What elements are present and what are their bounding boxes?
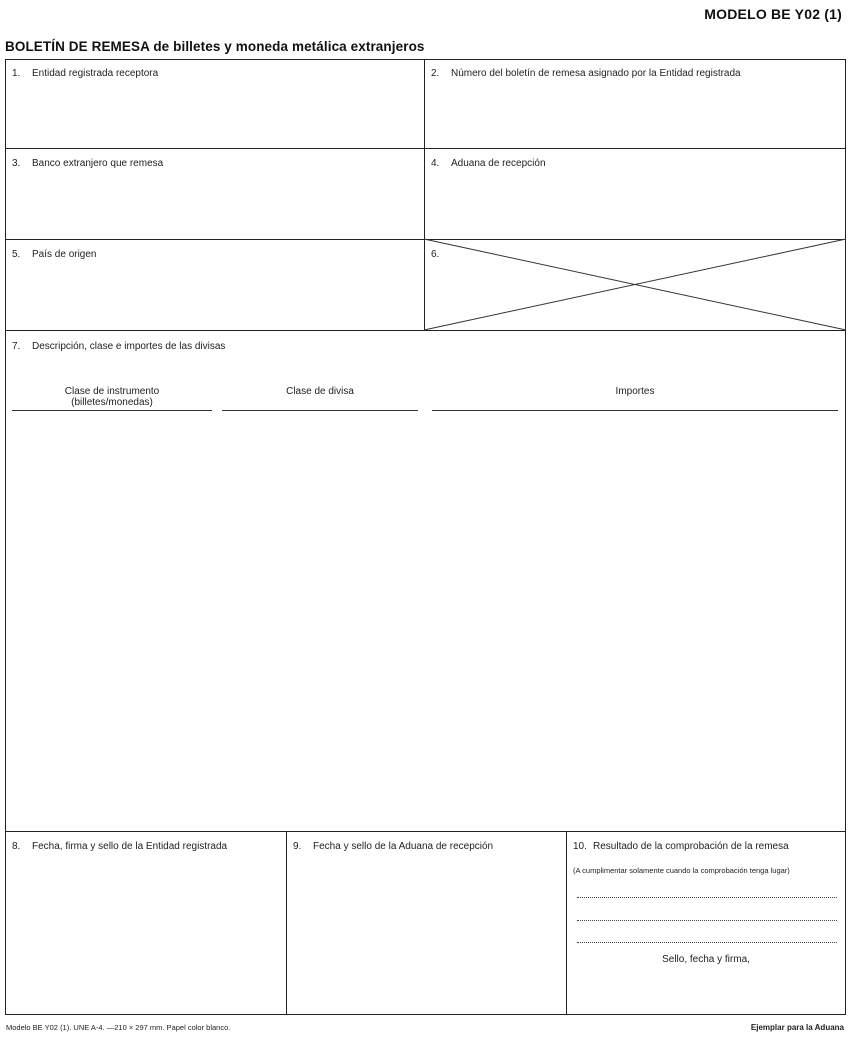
field-5-pais-origen (12, 249, 97, 260)
field-1-number: 1. (12, 68, 21, 79)
field-10-label: Resultado de la comprobación de la remesa (593, 841, 789, 852)
field-8-fecha-firma-entidad (12, 841, 227, 852)
field-4-label: Aduana de recepción (451, 158, 546, 169)
field-3-label: Banco extranjero que remesa (32, 158, 164, 169)
field-9-fecha-sello-aduana (293, 841, 493, 852)
column-header-clase-divisa-line1: Clase de divisa (286, 386, 354, 397)
field-7-table-body[interactable] (10, 414, 840, 826)
col-divider-bottom-2 (566, 831, 567, 1015)
field-3-banco-extranjero (12, 158, 163, 169)
field-7-label: Descripción, clase e importes de las divisas (32, 341, 226, 352)
field-10-note: (A cumplimentar solamente cuando la comprobación tenga lugar) (573, 866, 790, 875)
field-8-number: 8. (12, 841, 21, 852)
field-1-input-area[interactable] (10, 84, 420, 144)
field-2-input-area[interactable] (430, 84, 840, 144)
field-6-number: 6. (431, 249, 440, 260)
field-9-number: 9. (293, 841, 302, 852)
cross-out-mark (424, 239, 846, 330)
field-8-label: Fecha, firma y sello de la Entidad registrada (32, 841, 228, 852)
column-rule-clase-divisa (222, 410, 418, 411)
column-rule-clase-instrumento (12, 410, 212, 411)
field-10-sign-text: Sello, fecha y firma, (662, 954, 750, 965)
field-5-label: País de origen (32, 249, 97, 260)
form-title (5, 39, 425, 54)
field-10-dotted-line-2[interactable] (577, 920, 837, 921)
field-4-number: 4. (431, 158, 440, 169)
column-header-clase-divisa (222, 386, 418, 397)
form-title-bold: BOLETÍN DE REMESA (5, 39, 150, 54)
field-10-dotted-line-1[interactable] (577, 897, 837, 898)
field-7-descripcion-divisas (12, 341, 225, 352)
row-divider-1 (5, 148, 846, 149)
column-rule-importes (432, 410, 838, 411)
column-header-clase-instrumento (12, 386, 212, 408)
field-1-label: Entidad registrada receptora (32, 68, 159, 79)
field-2-numero-boletin (431, 68, 741, 79)
column-header-clase-instrumento-line2: (billetes/monedas) (71, 397, 153, 408)
footer-model-spec: Modelo BE Y02 (1). UNE A-4. —210 × 297 mm. Papel color blanco. (6, 1023, 231, 1032)
field-3-number: 3. (12, 158, 21, 169)
column-header-clase-instrumento-line1: Clase de instrumento (64, 386, 160, 397)
field-9-label: Fecha y sello de la Aduana de recepción (313, 841, 494, 852)
form-title-rest: de billetes y moneda metálica extranjeros (149, 39, 425, 54)
field-3-input-area[interactable] (10, 174, 420, 234)
column-header-importes (432, 386, 838, 397)
col-divider-bottom-1 (286, 831, 287, 1015)
row-divider-4 (5, 831, 846, 832)
field-1-entidad-registrada (12, 68, 158, 79)
footer-copy-designation: Ejemplar para la Aduana (750, 1023, 844, 1032)
field-2-label: Número del boletín de remesa asignado por la Entidad registrada (451, 68, 741, 79)
field-5-number: 5. (12, 249, 21, 260)
field-4-aduana-recepcion (431, 158, 546, 169)
field-10-number: 10. (573, 841, 587, 852)
column-header-importes-line1: Importes (615, 386, 655, 397)
field-5-input-area[interactable] (10, 265, 420, 325)
field-2-number: 2. (431, 68, 440, 79)
field-8-input-area[interactable] (10, 858, 282, 1008)
model-code: MODELO BE Y02 (1) (704, 6, 842, 22)
field-9-input-area[interactable] (291, 858, 561, 1008)
field-10-resultado-comprobacion (573, 841, 789, 852)
field-4-input-area[interactable] (430, 174, 840, 234)
field-7-number: 7. (12, 341, 21, 352)
field-10-dotted-line-3[interactable] (577, 942, 837, 943)
